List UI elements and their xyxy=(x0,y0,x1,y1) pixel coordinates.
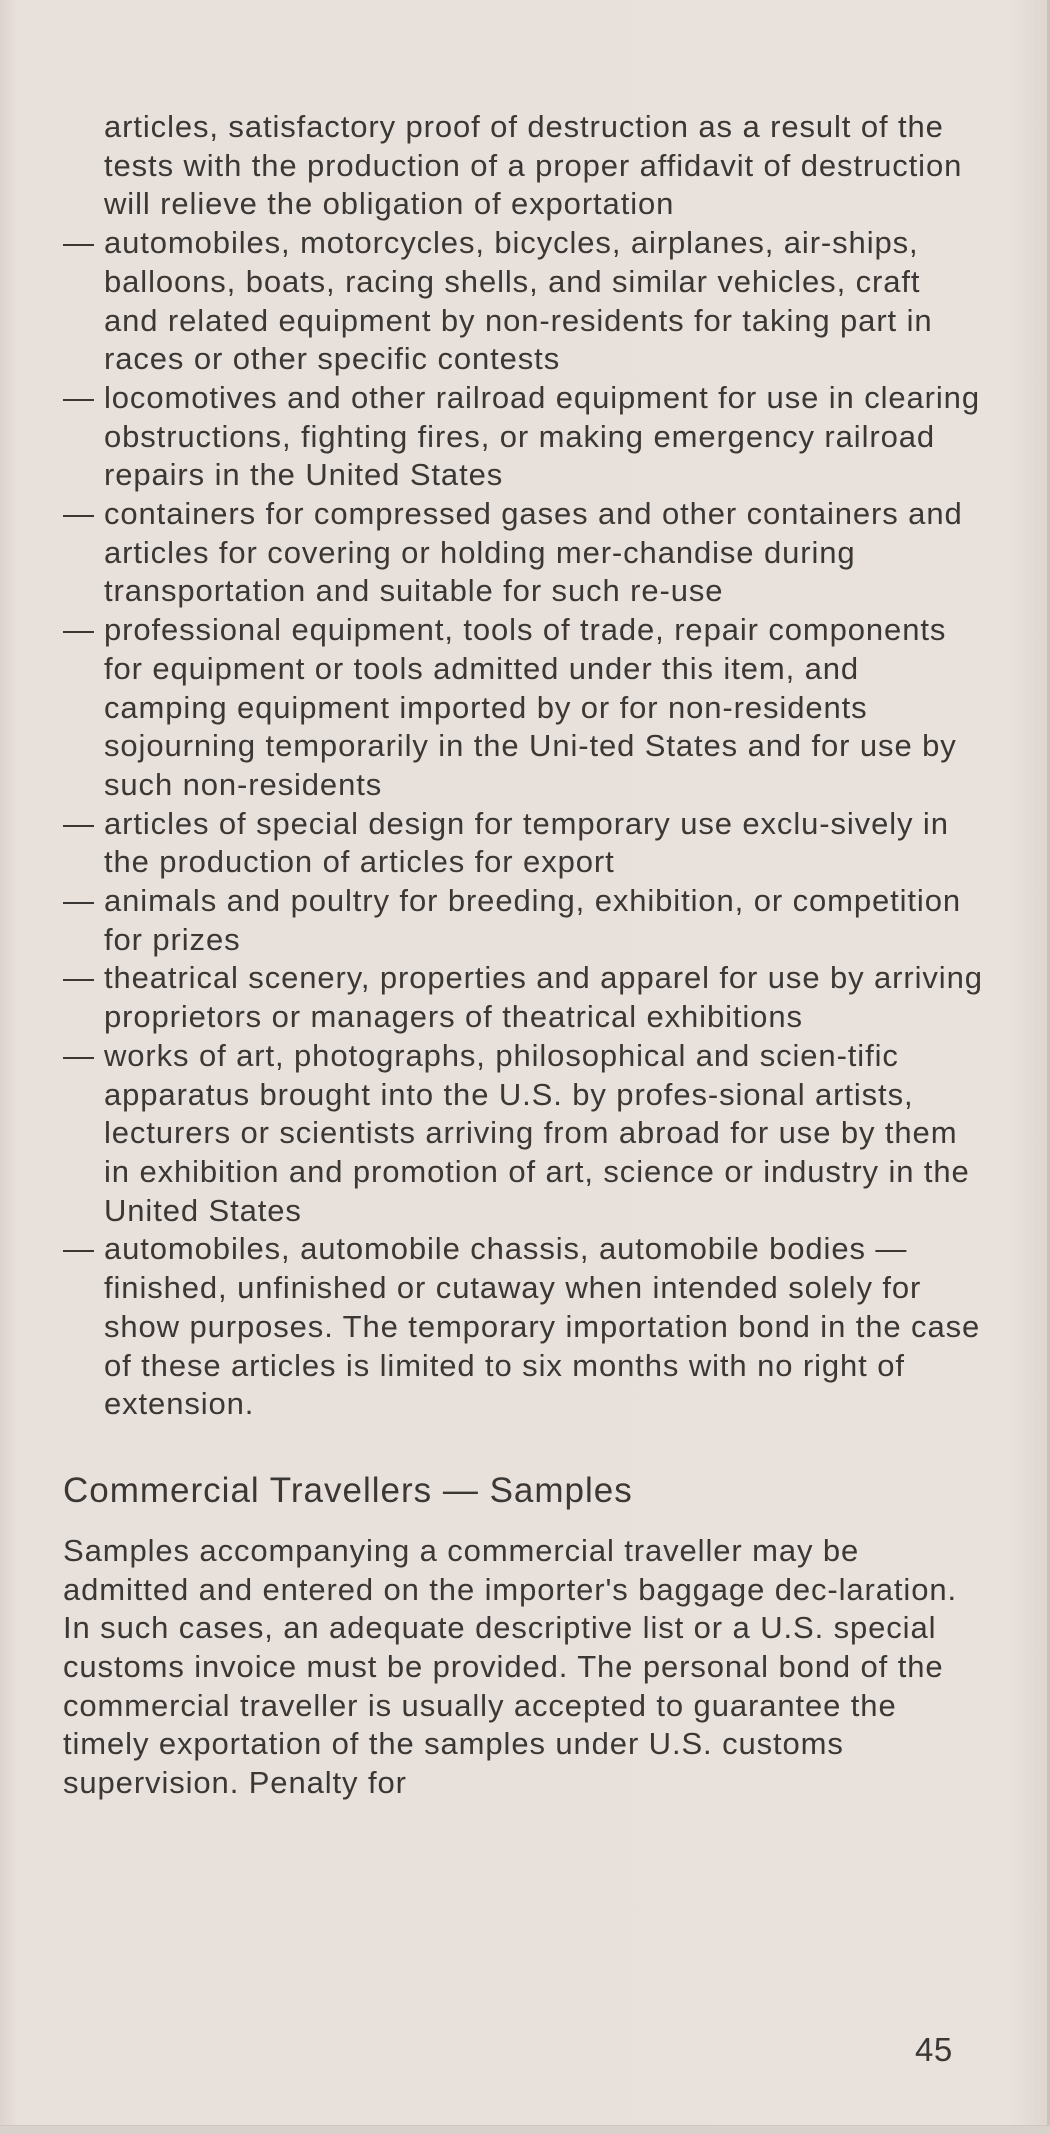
list-item-text: locomotives and other railroad equipment for use in clearing obstructions, fighting fires, or making emergency railroad repairs in the United States xyxy=(104,379,980,493)
list-item-text: theatrical scenery, properties and apparel for use by arriving proprietors or managers of theatrical exhibitions xyxy=(104,960,983,1035)
list-item xyxy=(63,959,983,1036)
list-item-text: automobiles, motorcycles, bicycles, airplanes, air-ships, balloons, boats, racing shells, and similar vehicles, craft and related equipment by non-residents for taking part in races or other specific contests xyxy=(104,225,933,377)
list-item xyxy=(63,224,983,379)
list-item xyxy=(63,805,983,882)
list-item xyxy=(63,611,983,805)
list-item xyxy=(63,1037,983,1231)
list-dash: — xyxy=(63,496,95,532)
list-dash: — xyxy=(63,1037,95,1073)
page-bottom-edge xyxy=(0,2125,1050,2134)
list-dash: — xyxy=(63,225,95,261)
list-dash: — xyxy=(63,960,95,996)
list-item-text: automobiles, automobile chassis, automobile bodies — finished, unfinished or cutaway when intended solely for show purposes. The temporary importation bond in the case of these articles is limited to six months with no right of extension. xyxy=(104,1231,981,1422)
list-dash: — xyxy=(63,612,95,648)
list-dash: — xyxy=(63,1231,95,1267)
section-heading: Commercial Travellers — Samples xyxy=(63,1470,633,1510)
list-item xyxy=(63,1230,983,1424)
page-content xyxy=(63,108,983,1803)
list-dash: — xyxy=(63,805,95,841)
list-item-text: works of art, photographs, philosophical and scien-tific apparatus brought into the U.S. by profes-sional artists, lecturers or scientists arriving from abroad for use by them in exhibition and promotion of art, science or industry in the United States xyxy=(104,1037,970,1228)
list-item xyxy=(63,495,983,611)
list-item-text: animals and poultry for breeding, exhibition, or competition for prizes xyxy=(104,883,962,957)
continuation-paragraph: articles, satisfactory proof of destruction as a result of the tests with the production of a proper affidavit of destruction will relieve the obligation of exportation xyxy=(104,109,963,222)
temporary-importation-list xyxy=(63,224,983,1424)
section-body-paragraph: Samples accompanying a commercial traveller may be admitted and entered on the importer's baggage dec-laration. In such cases, an adequate descriptive list or a U.S. special customs invoice must be provided. The personal bond of the commercial traveller is usually accepted to guarantee the timely exportation of the samples under U.S. customs supervision. Penalty for xyxy=(63,1532,958,1801)
list-dash: — xyxy=(63,379,95,415)
page-number: 45 xyxy=(915,2031,953,2068)
list-item xyxy=(63,379,983,495)
list-item xyxy=(63,882,983,959)
list-item-text: articles of special design for temporary use exclu-sively in the production of articles for export xyxy=(104,805,949,880)
list-item-text: containers for compressed gases and other containers and articles for covering or holding mer-chandise during transportation and suitable for such re-use xyxy=(104,496,963,609)
list-item-text: professional equipment, tools of trade, repair components for equipment or tools admitted under this item, and camping equipment imported by or for non-residents sojourning temporarily in the Uni-ted States and for use by such non-residents xyxy=(104,612,957,802)
list-dash: — xyxy=(63,883,95,919)
